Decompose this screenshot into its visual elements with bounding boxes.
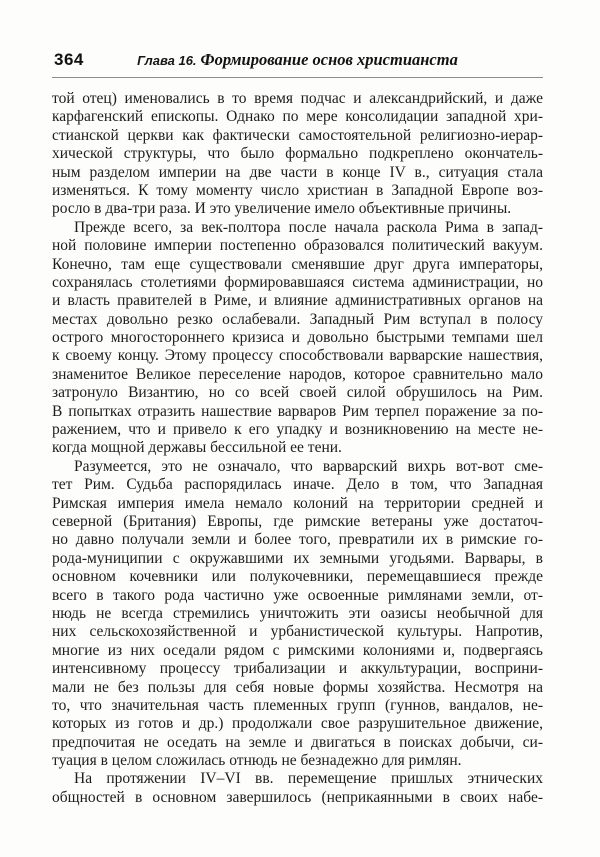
text-line: к своему концу. Этому процессу способствовали варварские нашествия,: [52, 347, 543, 365]
text-line: общностей в основном завершилось (неприкаянными в своих набе-: [52, 788, 543, 806]
page-content: [52, 50, 543, 807]
text-line: той отец) именовались в то время подчас и александрийский, и даже: [52, 90, 543, 107]
text-line: и власть правителей в Риме, и влияние административных органов на: [52, 292, 543, 310]
text-line: Прежде всего, за век-полтора после начала раскола Рима в запад-: [74, 218, 543, 236]
chapter-title: Формирование основ христианста: [200, 50, 458, 69]
text-line: тет Рим. Судьба распорядилась иначе. Дело в том, что Западная: [52, 476, 543, 494]
text-line: которых из готов и др.) продолжали свое разрушительное движение,: [52, 715, 543, 733]
text-line: знаменитое Великое переселение народов, которое сравнительно мало: [52, 365, 543, 383]
text-line: В попытках отразить нашествие варваров Рим терпел поражение за по-: [52, 402, 543, 420]
text-line: стианской церкви как фактически самостоятельной религиозно-иерар-: [52, 126, 543, 144]
paragraph: [52, 90, 543, 219]
text-line: ным разделом империи на две части в конце IV в., ситуация стала: [52, 163, 543, 181]
text-line: карфагенский епископы. Однако по мере консолидации западной хри-: [52, 108, 543, 126]
text-line: нюдь не всегда стремились уничтожить эти оазисы необычной для: [52, 604, 543, 622]
text-line: но давно получали земли и более того, превратили их в римские го-: [52, 531, 543, 549]
paragraph: [52, 219, 543, 458]
paragraph: [52, 770, 543, 807]
text-line: местах довольно резко ослабевали. Западный Рим вступал в полосу: [52, 310, 543, 328]
text-line: Разумеется, это не означало, что варварский вихрь вот-вот сме-: [74, 457, 543, 475]
text-line: ной половине империи постепенно образовался политический вакуум.: [52, 237, 543, 255]
text-line: северной (Британия) Европы, где римские ветераны уже достаточ-: [52, 512, 543, 530]
text-line: всего в такого рода частично уже освоенные римлянами земли, от-: [52, 586, 543, 604]
text-line: острого многостороннего кризиса и довольно быстрыми темпами шел: [52, 329, 543, 347]
text-line: то, что значительная часть племенных групп (гуннов, вандалов, не-: [52, 696, 543, 714]
text-line: интенсивному процессу трибализации и аккультурации, восприни-: [52, 660, 543, 678]
text-line: Конечно, там еще существовали сменявшие друг друга императоры,: [52, 255, 543, 273]
text-line: туация в целом сложилась отнюдь не безнадежно для римлян.: [52, 752, 462, 770]
text-line: росло в два-три раза. И это увеличение имело объективные причины.: [52, 200, 512, 218]
text-line: На протяжении IV–VI вв. перемещение пришлых этнических: [74, 770, 543, 788]
text-line: мали не без пользы для себя новые формы хозяйства. Несмотря на: [52, 678, 543, 696]
page-body: [52, 90, 543, 807]
text-line: сохранялась столетиями формировавшаяся система администрации, но: [52, 273, 543, 291]
chapter-label: Глава 16.: [137, 53, 197, 68]
paragraph: [52, 458, 543, 771]
text-line: них сельскохозяйственной и урбанистической культуры. Напротив,: [52, 623, 543, 641]
text-line: Римская империя имела немало колоний на территории средней и: [52, 494, 543, 512]
text-line: затронуло Византию, но со всей своей силой обрушилось на Рим.: [52, 384, 543, 402]
page-header: [52, 50, 543, 78]
text-line: основном кочевники или полукочевники, перемещавшиеся прежде: [52, 568, 543, 586]
text-line: предпочитая не оседать на земле и двигаться в поисках добычи, си-: [52, 733, 543, 751]
text-line: рода-муниципии с окружавшими их земными угодьями. Варвары, в: [52, 549, 543, 567]
text-line: многие из них оседали рядом с римскими колониями и, подвергаясь: [52, 641, 543, 659]
page-number: 364: [54, 50, 84, 69]
text-line: изменяться. К тому моменту число христиан в Западной Европе воз-: [52, 181, 543, 199]
text-line: хической структуры, что было формально подкреплено окончатель-: [52, 145, 543, 163]
text-line: ражением, что и привело к его упадку и возникновению на месте не-: [52, 421, 543, 439]
text-line: когда мощной державы бессильной ее тени.: [52, 439, 342, 457]
